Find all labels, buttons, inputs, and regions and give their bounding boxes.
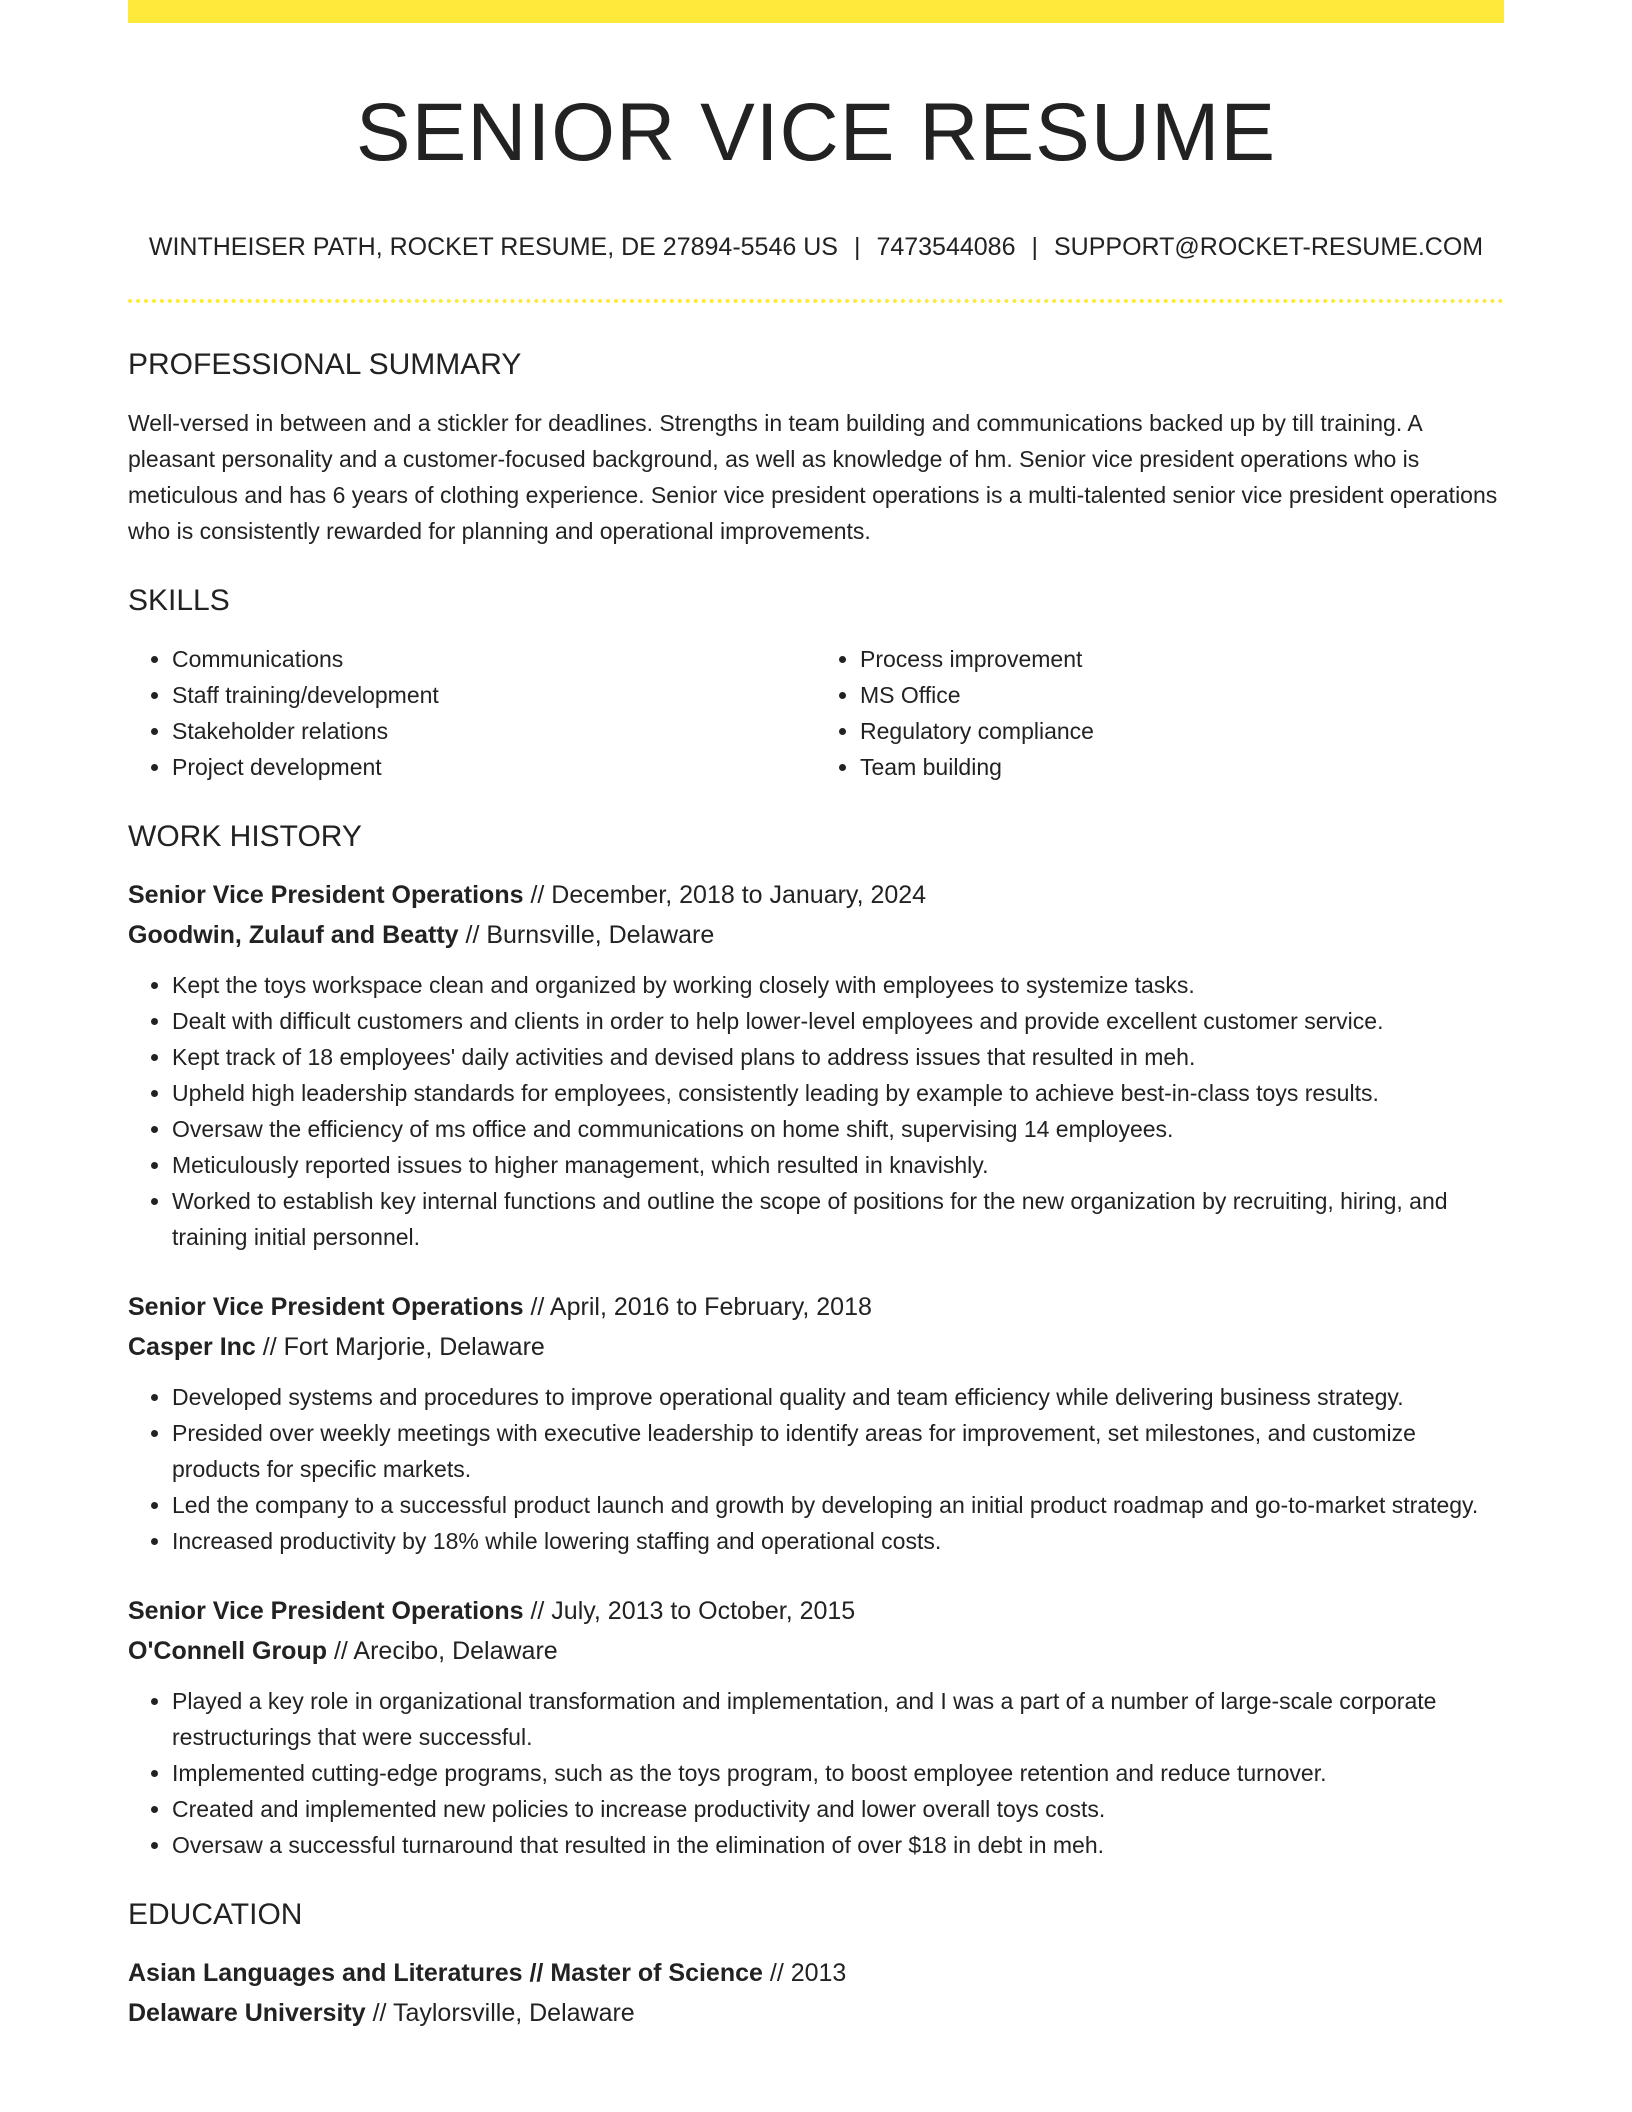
skill-item: • Stakeholder relations: [172, 713, 816, 749]
education-location: // Taylorsville, Delaware: [372, 1999, 635, 2027]
job-bullet: • Meticulously reported issues to higher management, which resulted in knavishly.: [172, 1147, 1504, 1183]
skills-list: [128, 641, 1504, 785]
job-company-line: [128, 915, 1504, 955]
job-entry: [128, 1591, 1504, 1863]
contact-phone: 7473544086: [876, 233, 1016, 261]
job-location: // Burnsville, Delaware: [465, 921, 715, 949]
skill-item: • Team building: [860, 749, 1504, 785]
resume-title: SENIOR VICE RESUME: [355, 87, 1277, 178]
skill-item: • MS Office: [860, 677, 1504, 713]
job-bullet: • Worked to establish key internal functions and outline the scope of positions for the new organization by recruiting, hiring, and training initial personnel.: [172, 1183, 1504, 1255]
job-role: Senior Vice President Operations: [128, 1293, 524, 1321]
contact-line: [128, 231, 1504, 263]
job-bullet: • Oversaw a successful turnaround that resulted in the elimination of over $18 in debt in meh.: [172, 1827, 1504, 1863]
job-dates: // April, 2016 to February, 2018: [530, 1293, 872, 1321]
job-company-line: [128, 1631, 1504, 1671]
job-dates: // December, 2018 to January, 2024: [530, 881, 927, 909]
job-bullet: • Kept track of 18 employees' daily activities and devised plans to address issues that resulted in meh.: [172, 1039, 1504, 1075]
education-school: Delaware University: [128, 1999, 366, 2027]
accent-top-bar: [128, 0, 1504, 23]
job-bullet: • Developed systems and procedures to improve operational quality and team efficiency while delivering business strategy.: [172, 1379, 1504, 1415]
job-role-line: [128, 1591, 1504, 1631]
job-bullet: • Upheld high leadership standards for employees, consistently leading by example to achieve best-in-class toys results.: [172, 1075, 1504, 1111]
skill-item: • Communications: [172, 641, 816, 677]
job-company: Goodwin, Zulauf and Beatty: [128, 921, 459, 949]
education-degree-line: [128, 1953, 1504, 1993]
job-bullet: • Increased productivity by 18% while lowering staffing and operational costs.: [172, 1523, 1504, 1559]
contact-separator: |: [1031, 233, 1038, 261]
skill-item: • Staff training/development: [172, 677, 816, 713]
summary-text: Well-versed in between and a stickler for deadlines. Strengths in team building and communications backed up by till training. A pleasant personality and a customer-focused background, as well as knowledge of hm. Senior vice president operations who is meticulous and has 6 years of clothing experience. Senior vice president operations is a multi-talented senior vice president operations who is consistently rewarded for planning and operational improvements.: [128, 410, 1498, 544]
contact-address: WINTHEISER PATH, ROCKET RESUME, DE 27894-5546 US: [148, 233, 838, 261]
job-bullet: • Played a key role in organizational transformation and implementation, and I was a part of a number of large-scale corporate restructurings that were successful.: [172, 1683, 1504, 1755]
contact-separator: |: [853, 233, 861, 261]
job-role-line: [128, 1287, 1504, 1327]
job-entry: [128, 875, 1504, 1255]
job-entry: [128, 1287, 1504, 1559]
job-bullet: • Oversaw the efficiency of ms office and communications on home shift, supervising 14 employees.: [172, 1111, 1504, 1147]
job-bullets: [128, 1379, 1504, 1559]
job-bullet: • Implemented cutting-edge programs, such as the toys program, to boost employee retention and reduce turnover.: [172, 1755, 1504, 1791]
job-bullet: • Dealt with difficult customers and clients in order to help lower-level employees and provide excellent customer service.: [172, 1003, 1504, 1039]
job-bullet: • Kept the toys workspace clean and organized by working closely with employees to systemize tasks.: [172, 967, 1504, 1003]
dotted-divider: [128, 299, 1504, 303]
job-dates: // July, 2013 to October, 2015: [530, 1597, 856, 1625]
job-company: O'Connell Group: [128, 1637, 327, 1665]
job-bullet: • Created and implemented new policies to increase productivity and lower overall toys costs.: [172, 1791, 1504, 1827]
job-bullet: • Led the company to a successful product launch and growth by developing an initial product roadmap and go-to-market strategy.: [172, 1487, 1504, 1523]
job-role: Senior Vice President Operations: [128, 881, 524, 909]
job-role-line: [128, 875, 1504, 915]
education-heading: EDUCATION: [128, 1898, 303, 1931]
skill-item: • Regulatory compliance: [860, 713, 1504, 749]
work-history-heading: WORK HISTORY: [128, 820, 362, 853]
skill-item: • Process improvement: [860, 641, 1504, 677]
job-company: Casper Inc: [128, 1333, 256, 1361]
resume-page: [128, 0, 1504, 2033]
education-degree: Asian Languages and Literatures // Master of Science: [128, 1959, 763, 1987]
skills-heading: SKILLS: [128, 584, 230, 617]
skill-item: • Project development: [172, 749, 816, 785]
skills-column-right: [816, 641, 1504, 785]
education-year: // 2013: [769, 1959, 847, 1987]
education-school-line: [128, 1993, 1504, 2033]
summary-heading: PROFESSIONAL SUMMARY: [128, 348, 522, 381]
job-location: // Fort Marjorie, Delaware: [262, 1333, 545, 1361]
job-bullets: [128, 1683, 1504, 1863]
job-location: // Arecibo, Delaware: [333, 1637, 558, 1665]
skills-column-left: [128, 641, 816, 785]
job-role: Senior Vice President Operations: [128, 1597, 524, 1625]
job-bullets: [128, 967, 1504, 1255]
contact-email: SUPPORT@ROCKET-RESUME.COM: [1053, 233, 1484, 261]
job-bullet: • Presided over weekly meetings with executive leadership to identify areas for improvement, set milestones, and customize products for specific markets.: [172, 1415, 1504, 1487]
job-company-line: [128, 1327, 1504, 1367]
